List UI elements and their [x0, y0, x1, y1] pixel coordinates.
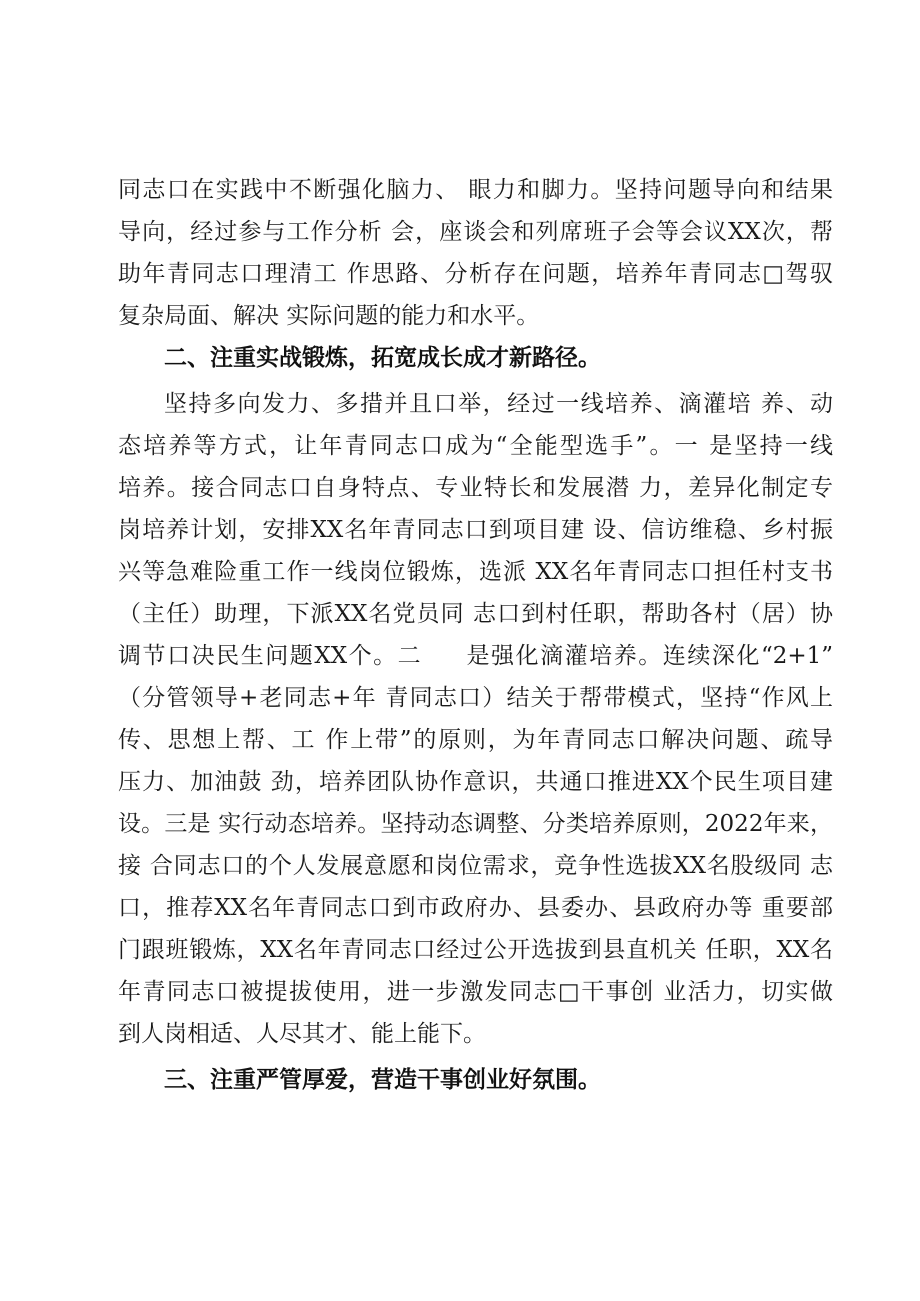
paragraph-1-line-2: 导向，经过参与工作分析 会，座谈会和列席班子会等会议XX次，帮	[118, 219, 833, 245]
paragraph-2-line-6: （主任）助理，下派XX名党员同 志口到村任职，帮助各村（居）协	[118, 601, 833, 627]
paragraph-2-line-10: 压力、加油鼓 劲，培养团队协作意识，共通口推进XX个民生项目建	[118, 769, 833, 795]
section-heading-2: 二、注重实战锻炼，拓宽成长成才新路径。	[164, 345, 601, 371]
paragraph-2-line-4: 岗培养计划，安排XX名年青同志口到项目建 设、信访维稳、乡村振	[118, 517, 833, 543]
paragraph-1-line-3: 助年青同志口理清工 作思路、分析存在问题，培养年青同志□驾驭	[118, 261, 833, 287]
paragraph-2-line-8: （分管领导+老同志+年 青同志口）结关于帮带模式，坚持“作风上	[118, 685, 833, 711]
paragraph-2-line-13: 口，推荐XX名年青同志口到市政府办、县委办、县政府办等 重要部	[118, 895, 833, 921]
paragraph-2-line-14: 门跟班锻炼，XX名年青同志口经过公开选拔到县直机关 任职，XX名	[118, 937, 833, 963]
paragraph-2-line-1: 坚持多向发力、多措并且口举，经过一线培养、滴灌培 养、动	[164, 391, 833, 417]
paragraph-2-line-2: 态培养等方式，让年青同志口成为“全能型选手”。一 是坚持一线	[118, 433, 833, 459]
paragraph-2-line-5: 兴等急难险重工作一线岗位锻炼，选派 XX名年青同志口担任村支书	[118, 559, 833, 585]
paragraph-2-line-16: 到人岗相适、人尽其才、能上能下。	[118, 1021, 486, 1047]
paragraph-2-line-9: 传、思想上帮、工 作上带”的原则，为年青同志口解决问题、疏导	[118, 727, 833, 753]
paragraph-1-line-1: 同志口在实践中不断强化脑力、 眼力和脚力。坚持问题导向和结果	[118, 177, 833, 203]
paragraph-2-line-12: 接 合同志口的个人发展意愿和岗位需求，竞争性选拔XX名股级同 志	[118, 853, 833, 879]
section-heading-3: 三、注重严管厚爱，营造干事创业好氛围。	[164, 1067, 601, 1093]
paragraph-2-line-15: 年青同志口被提拔使用，进一步激发同志□干事创 业活力，切实做	[118, 979, 833, 1005]
paragraph-2-line-11: 设。三是 实行动态培养。坚持动态调整、分类培养原则，2022年来，	[118, 811, 833, 837]
paragraph-1-line-4: 复杂局面、解决 实际问题的能力和水平。	[118, 303, 540, 329]
paragraph-2-line-7: 调节口决民生问题XX个。二 是强化滴灌培养。连续深化“2+1”	[118, 643, 833, 669]
paragraph-2-line-3: 培养。接合同志口自身特点、专业特长和发展潜 力，差异化制定专	[118, 475, 833, 501]
